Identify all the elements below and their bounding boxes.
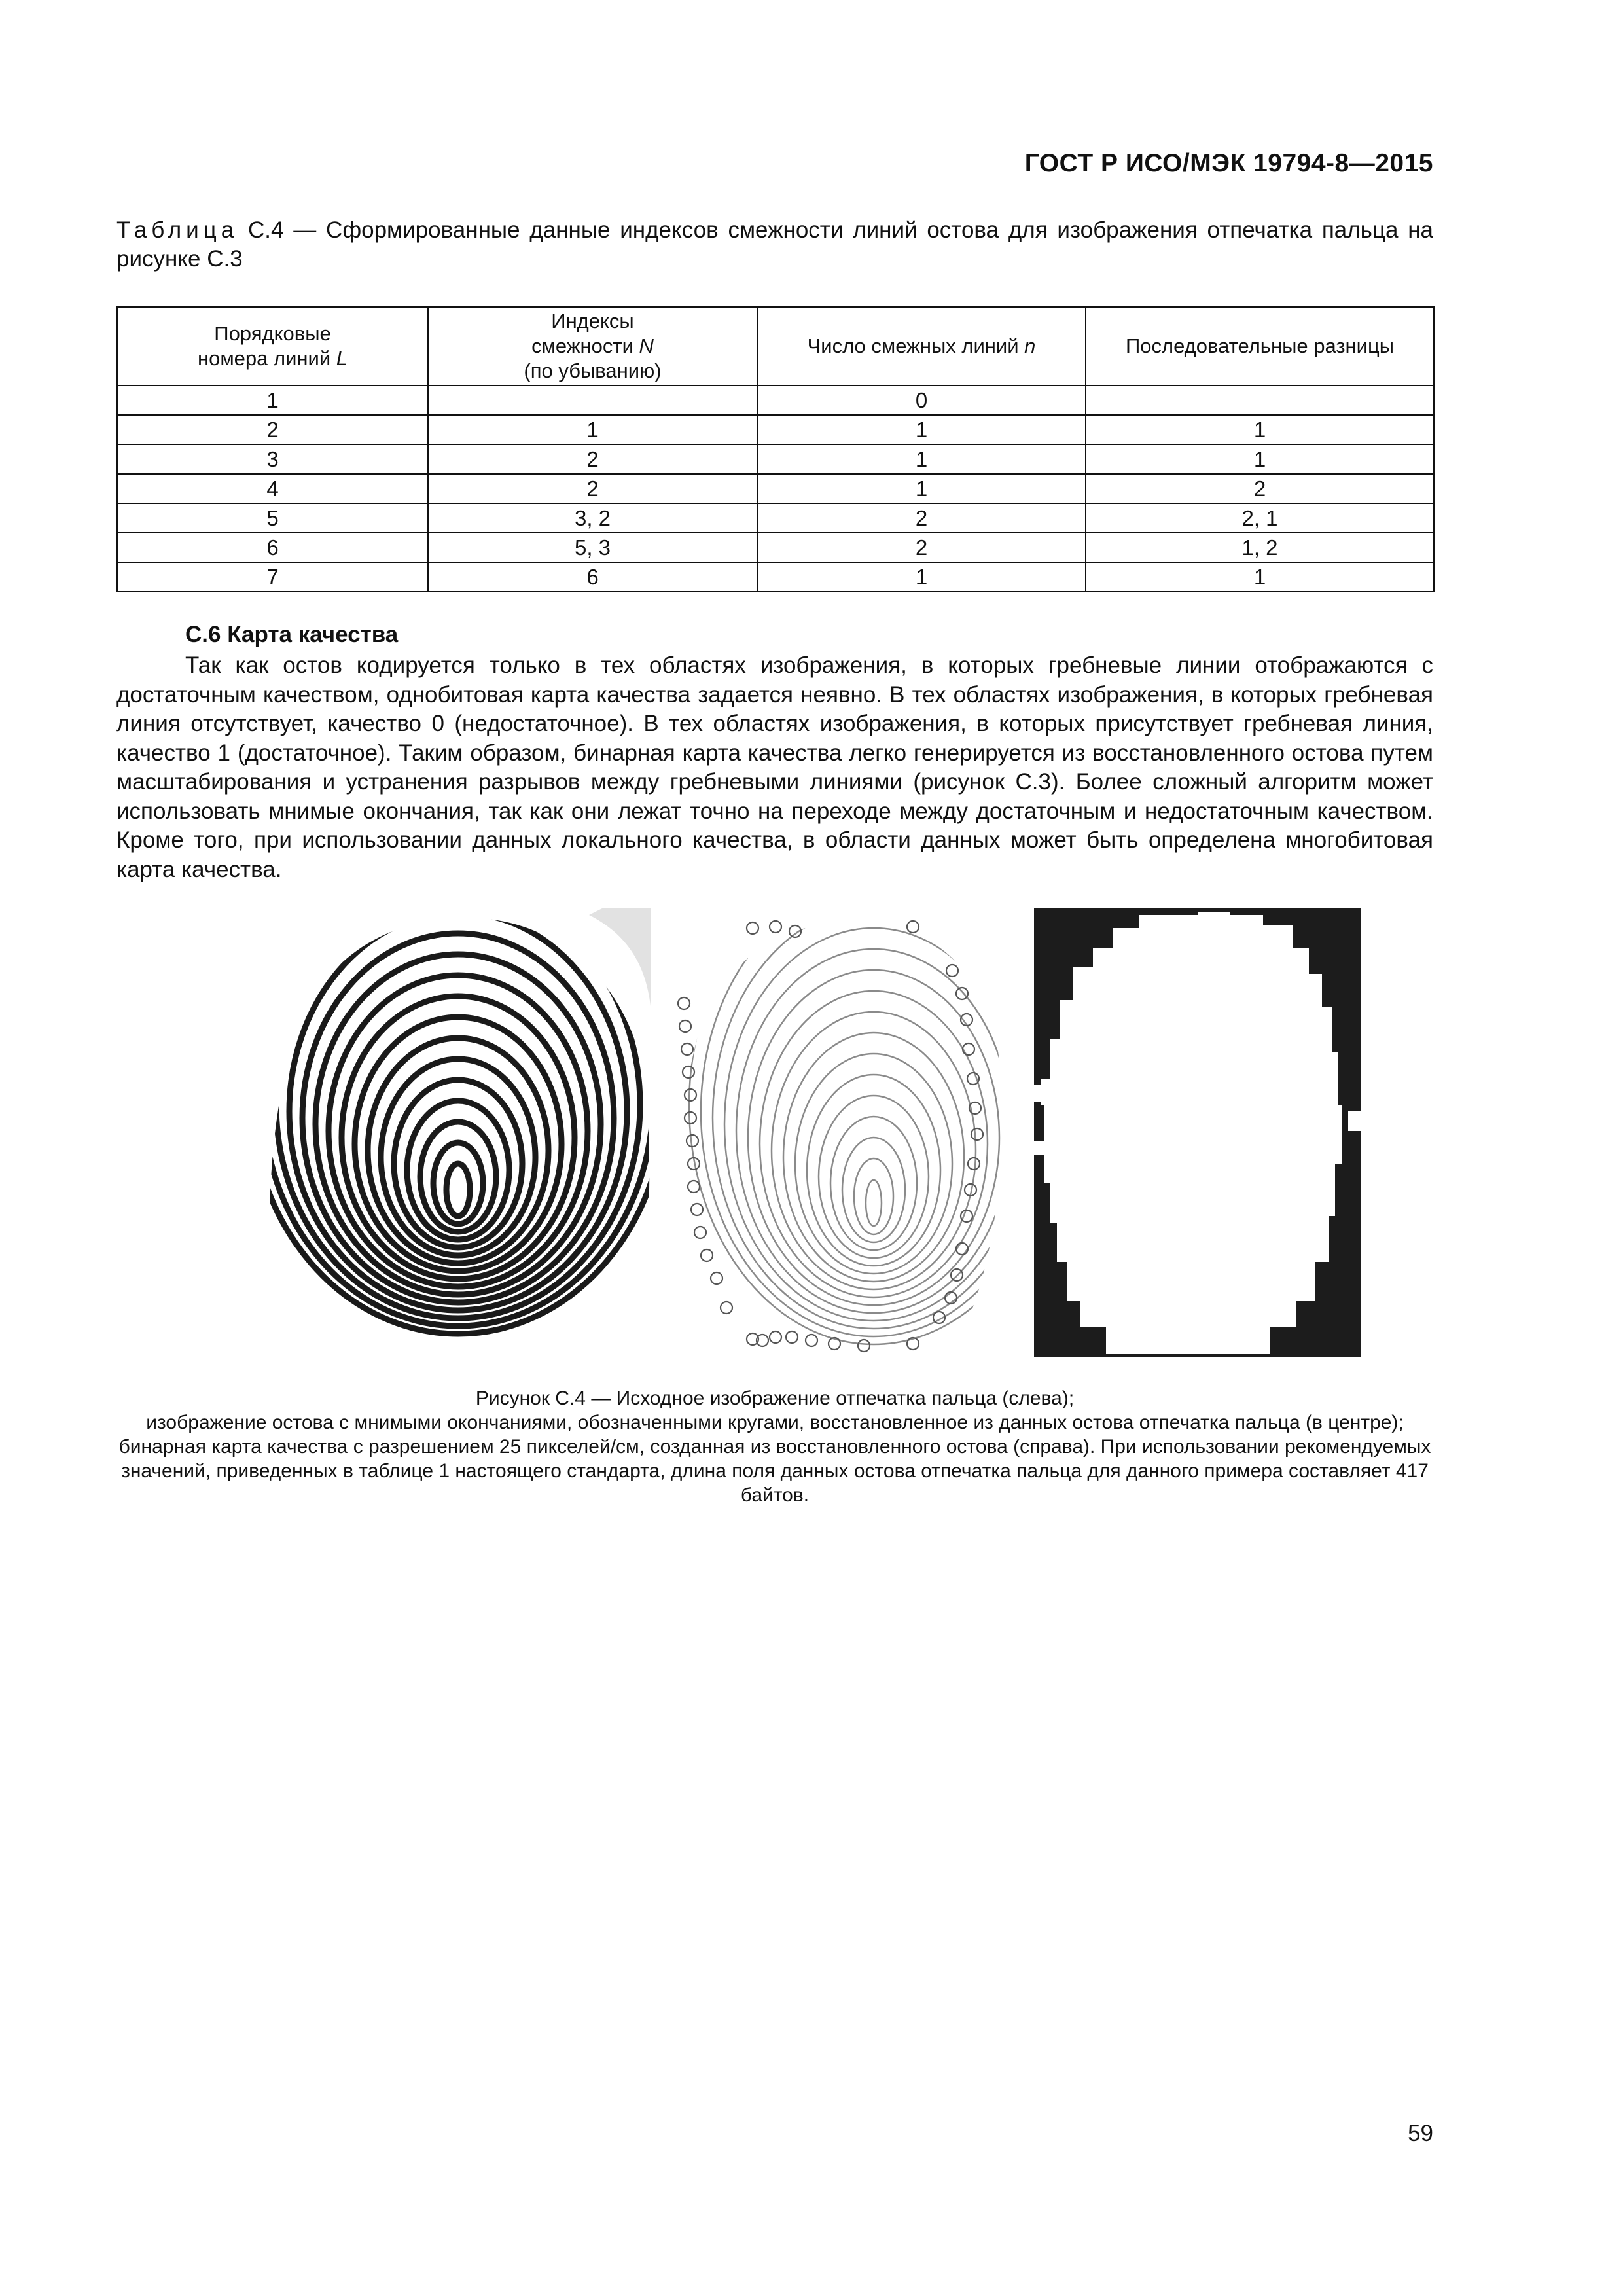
table-caption-label: Таблица [116, 217, 239, 243]
table-caption-text: С.4 — Сформированные данные индексов смежности линий остова для изображения отпечатка пальца на рисунке С.3 [116, 217, 1433, 272]
table-row [117, 533, 1434, 562]
table-cell: 7 [117, 562, 428, 592]
table-cell: 1 [757, 562, 1086, 592]
section-body [116, 651, 1433, 884]
table-cell: 1 [757, 415, 1086, 444]
table-cell: 1 [1086, 415, 1434, 444]
table-row [117, 444, 1434, 474]
table-cell: 2, 1 [1086, 503, 1434, 533]
table-cell: 6 [117, 533, 428, 562]
figure-caption [116, 1386, 1433, 1507]
table-cell: 2 [757, 503, 1086, 533]
adjacency-table [116, 306, 1435, 592]
table-cell: 2 [757, 533, 1086, 562]
binary-quality-map-image [1034, 908, 1361, 1357]
table-cell: 2 [428, 474, 757, 503]
table-row [117, 474, 1434, 503]
table-row [117, 562, 1434, 592]
table-cell: 2 [428, 444, 757, 474]
table-row [117, 503, 1434, 533]
table-cell: 3, 2 [428, 503, 757, 533]
table-cell: 1 [428, 415, 757, 444]
table-cell: 1, 2 [1086, 533, 1434, 562]
table-cell [1086, 386, 1434, 415]
table-cell: 2 [117, 415, 428, 444]
table-cell: 3 [117, 444, 428, 474]
table-cell: 1 [757, 474, 1086, 503]
header-adjacency-indices: Индексы смежности N (по убыванию) [428, 307, 757, 386]
table-row [117, 415, 1434, 444]
table-caption [116, 216, 1433, 274]
table-cell: 1 [117, 386, 428, 415]
section-title: С.6 Карта качества [185, 622, 399, 647]
table-cell: 1 [757, 444, 1086, 474]
table-cell: 0 [757, 386, 1086, 415]
table-cell: 4 [117, 474, 428, 503]
header-line-numbers: Порядковые номера линий L [117, 307, 428, 386]
table-row [117, 386, 1434, 415]
figure [262, 908, 1361, 1357]
table-cell: 6 [428, 562, 757, 592]
page-number: 59 [1408, 2121, 1433, 2146]
document-header: ГОСТ Р ИСО/МЭК 19794-8—2015 [1024, 149, 1433, 177]
fingerprint-skeleton-image [671, 908, 1011, 1357]
table-cell [428, 386, 757, 415]
header-successive-differences: Последовательные разницы [1086, 307, 1434, 386]
table-cell: 1 [1086, 444, 1434, 474]
table-header-row [117, 307, 1434, 386]
table-cell: 2 [1086, 474, 1434, 503]
section-paragraph: Так как остов кодируется только в тех областях изображения, в которых гребневые линии отображаются с достаточным качеством, однобитовая карта качества задается неявно. В тех областях изображения, в которых гребневая линия отсутствует, качество 0 (недостаточное). В тех областях изображения, в которых присутствует гребневая линия, качество 1 (достаточное). Таким образом, бинарная карта качества легко генерируется из восстановленного остова путем масштабирования и устранения разрывов между гребневыми линиями (рисунок С.3). Более сложный алгоритм может использовать мнимые окончания, так как они лежат точно на переходе между достаточным и недостаточным качеством. Кроме того, при использовании данных локального качества, в области данных может быть определена многобитовая карта качества. [116, 653, 1433, 882]
table-cell: 5 [117, 503, 428, 533]
fingerprint-original-image [262, 908, 651, 1357]
table-cell: 5, 3 [428, 533, 757, 562]
figure-caption-title: Рисунок С.4 — Исходное изображение отпечатка пальца (слева); [475, 1388, 1075, 1409]
table-cell: 1 [1086, 562, 1434, 592]
header-adjacent-count: Число смежных линий n [757, 307, 1086, 386]
figure-caption-description: изображение остова с мнимыми окончаниями, обозначенными кругами, восстановленное из данных остова отпечатка пальца (в центре); бинарная карта качества с разрешением 25 пикселей/см, созданная из восстановленного остова (справа). При использовании рекомендуемых значений, приведенных в таблице 1 настоящего стандарта, длина поля данных остова отпечатка пальца для данного примера составляет 417 байтов. [118, 1412, 1431, 1506]
